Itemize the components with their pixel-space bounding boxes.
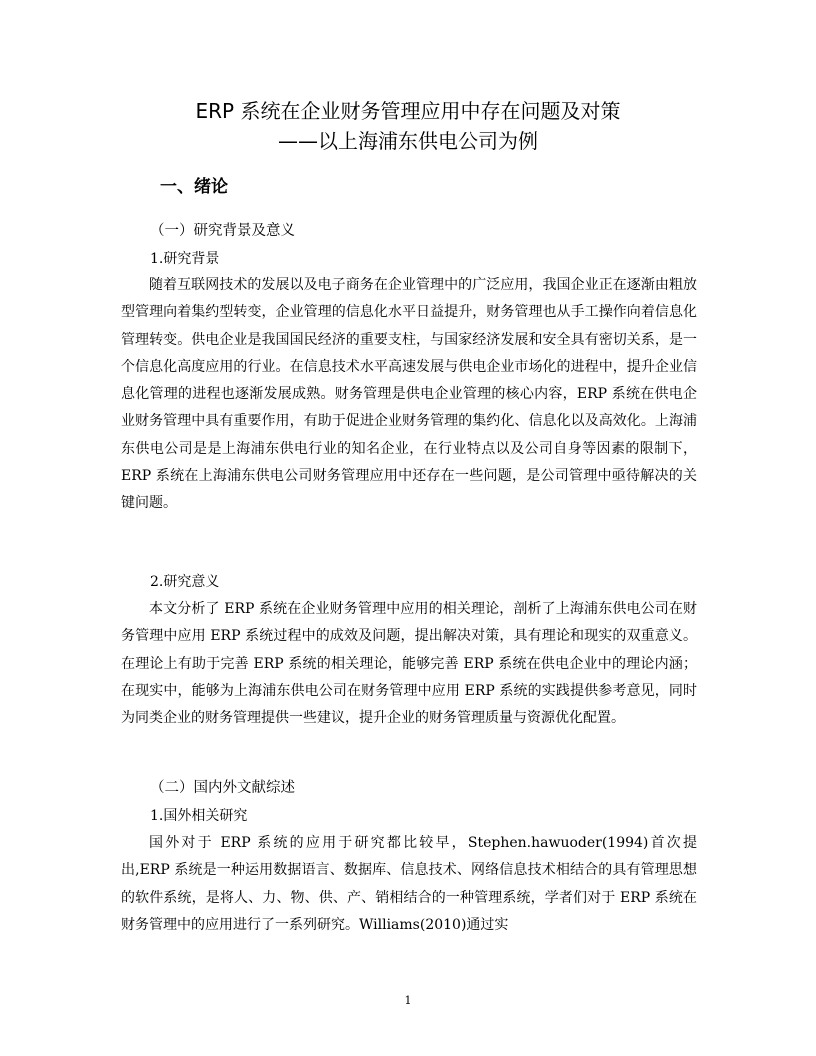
item-heading: 2.研究意义 (150, 574, 220, 590)
section-heading: 一、绪论 (160, 177, 228, 197)
subsection-heading: （一）研究背景及意义 (150, 223, 295, 239)
paragraph: 国外对于 ERP 系统的应用于研究都比较早，Stephen.hawuoder(1994)首次提出,ERP 系统是一种运用数据语言、数据库、信息技术、网络信息技术相结合的具有管理思想的软件系统，是将人、力、物、供、产、销相结合的一种管理系统，学者们对于 ERP 系统在财务管理中的应用进行了一系列研究。Williams(2010)通过实 (121, 835, 697, 933)
subsection-heading: （二）国内外文献综述 (150, 780, 295, 796)
title-line-2: ——以上海浦东供电公司为例 (278, 129, 538, 153)
paragraph: 随着互联网技术的发展以及电子商务在企业管理中的广泛应用，我国企业正在逐渐由粗放型管理向着集约型转变，企业管理的信息化水平日益提升，财务管理也从手工操作向着信息化管理转变。供电企业是我国国民经济的重要支柱，与国家经济发展和安全具有密切关系，是一个信息化高度应用的行业。在信息技术水平高速发展与供电企业市场化的进程中，提升企业信息化管理的进程也逐渐发展成熟。财务管理是供电企业管理的核心内容，ERP 系统在供电企业财务管理中具有重要作用，有助于促进企业财务管理的集约化、信息化以及高效化。上海浦东供电公司是是上海浦东供电行业的知名企业，在行业特点以及公司自身等因素的限制下，ERP 系统在上海浦东供电公司财务管理应用中还存在一些问题，是公司管理中亟待解决的关键问题。 (121, 277, 697, 512)
item-heading: 1.国外相关研究 (150, 808, 248, 824)
paragraph: 本文分析了 ERP 系统在企业财务管理中应用的相关理论，剖析了上海浦东供电公司在财务管理中应用 ERP 系统过程中的成效及问题，提出解决对策，具有理论和现实的双重意义。在理论上有助于完善 ERP 系统的相关理论，能够完善 ERP 系统在供电企业中的理论内涵；在现实中，能够为上海浦东供电公司在财务管理中应用 ERP 系统的实践提供参考意见，同时为同类企业的财务管理提供一些建议，提升企业的财务管理质量与资源优化配置。 (121, 601, 697, 727)
title-line-1: ERP 系统在企业财务管理应用中存在问题及对策 (195, 99, 621, 123)
item-heading: 1.研究背景 (150, 251, 220, 267)
page-number: 1 (404, 994, 412, 1007)
